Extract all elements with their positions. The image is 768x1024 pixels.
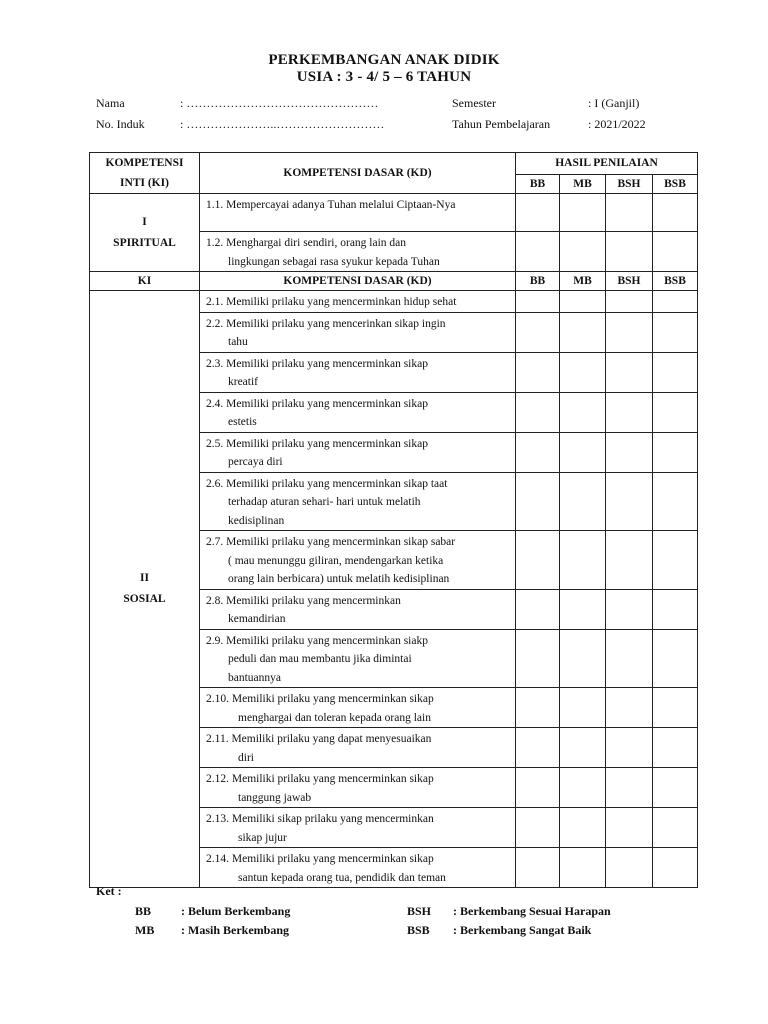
document-subtitle: USIA : 3 - 4/ 5 – 6 TAHUN xyxy=(296,69,472,85)
score-cell-mb[interactable] xyxy=(560,848,606,888)
score-cell-mb[interactable] xyxy=(560,352,606,392)
kd-first-line xyxy=(206,293,511,312)
subheader-col-bsb: BSB xyxy=(653,272,698,291)
kd-number: 2.4. xyxy=(206,397,224,410)
table-row xyxy=(90,194,698,232)
header-ki xyxy=(90,153,200,194)
score-cell-mb[interactable] xyxy=(560,432,606,472)
legend-code-mb: MB xyxy=(135,923,155,937)
kd-text: Memiliki prilaku yang mencerminkan sikap taat xyxy=(226,477,448,490)
kd-continued-line: percaya diri xyxy=(228,456,283,468)
kd-text: Menghargai diri sendiri, orang lain dan xyxy=(226,237,407,249)
kd-first-line xyxy=(206,770,511,789)
kd-first-line xyxy=(206,475,511,494)
kd-cell xyxy=(200,194,516,232)
kd-cell xyxy=(200,392,516,432)
kd-text: Memiliki prilaku yang mencerminkan sikap xyxy=(231,693,434,705)
kd-cell xyxy=(200,352,516,392)
tahun-value: : 2021/2022 xyxy=(588,117,646,131)
legend-code-bsh: BSH xyxy=(407,904,432,918)
score-cell-bsh[interactable] xyxy=(606,768,653,808)
score-cell-bb[interactable] xyxy=(516,808,560,848)
kd-cell xyxy=(200,848,516,888)
score-cell-mb[interactable] xyxy=(560,472,606,531)
score-cell-bb[interactable] xyxy=(516,848,560,888)
score-cell-mb[interactable] xyxy=(560,312,606,352)
score-cell-bsb[interactable] xyxy=(653,194,698,232)
score-cell-bsb[interactable] xyxy=(653,392,698,432)
kd-continued-line: orang lain berbicara) untuk melatih kedisiplinan xyxy=(228,573,450,585)
score-cell-bb[interactable] xyxy=(516,531,560,590)
kd-continued-line: terhadap aturan sehari- hari untuk melatih xyxy=(228,496,421,508)
score-cell-bsb[interactable] xyxy=(653,291,698,313)
subheader-col-bb: BB xyxy=(516,272,560,291)
subheader-kd: KOMPETENSI DASAR (KD) xyxy=(200,272,516,291)
score-cell-bsb[interactable] xyxy=(653,531,698,590)
score-cell-bb[interactable] xyxy=(516,629,560,688)
kd-number: 2.7. xyxy=(206,536,224,548)
kd-continued-line: menghargai dan toleran kepada orang lain xyxy=(238,711,431,724)
kd-continued-line: santun kepada orang tua, pendidik dan teman xyxy=(238,871,446,884)
kd-cell xyxy=(200,291,516,313)
score-cell-bb[interactable] xyxy=(516,291,560,313)
ki-sosial-number: II xyxy=(140,572,149,584)
legend-code-bb: BB xyxy=(135,904,152,918)
header-row xyxy=(90,153,698,175)
ki-sosial xyxy=(90,291,200,888)
header-ki-line1: KOMPETENSI xyxy=(105,157,184,169)
semester-label: Semester xyxy=(452,96,496,110)
score-cell-bsh[interactable] xyxy=(606,194,653,232)
kd-first-line xyxy=(206,315,511,334)
score-cell-mb[interactable] xyxy=(560,808,606,848)
score-cell-mb[interactable] xyxy=(560,629,606,688)
kd-cell xyxy=(200,432,516,472)
score-cell-bb[interactable] xyxy=(516,432,560,472)
kd-first-line xyxy=(206,355,511,374)
kd-first-line xyxy=(206,632,511,651)
score-cell-bsh[interactable] xyxy=(606,392,653,432)
kd-continued-line: sikap jujur xyxy=(238,831,287,844)
score-cell-bsh[interactable] xyxy=(606,589,653,629)
kd-continued-line: kemandirian xyxy=(228,613,286,625)
kd-text: Memiliki prilaku yang mencerminkan sikap sabar xyxy=(226,536,456,548)
kd-continued-line: kreatif xyxy=(228,376,259,388)
score-cell-bsb[interactable] xyxy=(653,629,698,688)
ket-label: Ket : xyxy=(96,884,122,898)
kd-number: 2.5. xyxy=(206,437,224,450)
score-cell-mb[interactable] xyxy=(560,392,606,432)
score-cell-bsh[interactable] xyxy=(606,808,653,848)
kd-number: 2.6. xyxy=(206,477,224,490)
header-col-bb: BB xyxy=(516,174,560,193)
subheader-col-mb: MB xyxy=(560,272,606,291)
score-cell-mb[interactable] xyxy=(560,232,606,272)
score-cell-bsh[interactable] xyxy=(606,688,653,728)
header-col-bsh: BSH xyxy=(606,174,653,193)
kd-continued-line: kedisiplinan xyxy=(228,514,285,527)
kd-number: 2.2. xyxy=(206,317,224,330)
score-cell-mb[interactable] xyxy=(560,688,606,728)
kd-first-line xyxy=(206,395,511,414)
score-cell-bsh[interactable] xyxy=(606,312,653,352)
header-ki-line2: INTI (KI) xyxy=(120,177,169,189)
score-cell-bb[interactable] xyxy=(516,728,560,768)
document-title: PERKEMBANGAN ANAK DIDIK xyxy=(268,52,500,68)
legend-code-bsb: BSB xyxy=(407,923,430,937)
kd-text: Memiliki prilaku yang mencerminkan hidup sehat xyxy=(226,296,457,308)
kd-cell xyxy=(200,232,516,272)
kd-number: 2.14. xyxy=(206,853,229,865)
ki-spiritual xyxy=(90,194,200,272)
subheader-col-bsh: BSH xyxy=(606,272,653,291)
kd-cell xyxy=(200,629,516,688)
kd-cell xyxy=(200,589,516,629)
score-cell-mb[interactable] xyxy=(560,531,606,590)
score-cell-bsh[interactable] xyxy=(606,531,653,590)
kd-first-line xyxy=(206,435,511,454)
kd-number: 2.8. xyxy=(206,594,224,607)
kd-continued-line: lingkungan sebagai rasa syukur kepada Tuhan xyxy=(228,255,440,268)
kd-continued-line: bantuannya xyxy=(228,671,282,684)
kd-text: Memiliki sikap prilaku yang mencerminkan xyxy=(231,813,434,825)
legend-desc-mb: : Masih Berkembang xyxy=(181,923,289,937)
legend-desc-bsh: : Berkembang Sesuai Harapan xyxy=(453,904,611,918)
kd-cell xyxy=(200,728,516,768)
kd-text: Memiliki prilaku yang mencerminkan sikap xyxy=(231,853,434,865)
score-cell-bsb[interactable] xyxy=(653,232,698,272)
score-cell-bsh[interactable] xyxy=(606,728,653,768)
score-cell-bb[interactable] xyxy=(516,232,560,272)
score-cell-bsb[interactable] xyxy=(653,312,698,352)
score-cell-bb[interactable] xyxy=(516,352,560,392)
header-kd: KOMPETENSI DASAR (KD) xyxy=(200,153,516,194)
legend-desc-bb: : Belum Berkembang xyxy=(181,904,291,918)
score-cell-mb[interactable] xyxy=(560,728,606,768)
subheader-row xyxy=(90,272,698,291)
score-cell-bb[interactable] xyxy=(516,688,560,728)
score-cell-bb[interactable] xyxy=(516,392,560,432)
induk-label: No. Induk xyxy=(96,117,145,131)
kd-number: 2.12. xyxy=(206,773,229,785)
table-row xyxy=(90,291,698,313)
kd-first-line xyxy=(206,730,511,749)
subheader-ki: KI xyxy=(90,272,200,291)
kd-number: 2.13. xyxy=(206,813,229,825)
kd-cell xyxy=(200,531,516,590)
kd-text: Memiliki prilaku yang mencerinkan sikap ingin xyxy=(226,317,446,330)
kd-continued-line: tahu xyxy=(228,336,248,348)
score-cell-bsb[interactable] xyxy=(653,728,698,768)
score-cell-bsb[interactable] xyxy=(653,589,698,629)
kd-text: Memiliki prilaku yang mencerminkan sikap xyxy=(226,437,428,450)
kd-text: Memiliki prilaku yang mencerminkan sikap xyxy=(226,397,428,410)
legend-desc-bsb: : Berkembang Sangat Baik xyxy=(453,923,592,937)
score-cell-bsb[interactable] xyxy=(653,472,698,531)
ki-spiritual-number: I xyxy=(142,215,147,228)
score-cell-bsh[interactable] xyxy=(606,352,653,392)
ki-spiritual-label: SPIRITUAL xyxy=(113,236,176,249)
score-cell-bsh[interactable] xyxy=(606,232,653,272)
kd-first-line xyxy=(206,810,511,829)
score-cell-bsh[interactable] xyxy=(606,472,653,531)
kd-number: 2.11. xyxy=(206,733,229,745)
score-cell-bsb[interactable] xyxy=(653,808,698,848)
kd-first-line xyxy=(206,850,511,869)
score-cell-bb[interactable] xyxy=(516,768,560,808)
kd-first-line xyxy=(206,690,511,709)
kd-continued-line: diri xyxy=(238,751,254,764)
kd-first-line xyxy=(206,533,511,552)
kd-cell xyxy=(200,808,516,848)
score-cell-bsh[interactable] xyxy=(606,432,653,472)
semester-value: : I (Ganjil) xyxy=(588,96,640,110)
kd-cell xyxy=(200,768,516,808)
kd-cell xyxy=(200,312,516,352)
kd-text: Memiliki prilaku yang mencerminkan xyxy=(226,594,401,607)
ki-sosial-label: SOSIAL xyxy=(123,593,166,605)
score-cell-mb[interactable] xyxy=(560,589,606,629)
kd-first-line xyxy=(206,592,511,611)
score-cell-bsb[interactable] xyxy=(653,768,698,808)
kd-number: 2.3. xyxy=(206,357,224,370)
header-hasil: HASIL PENILAIAN xyxy=(516,153,698,175)
kd-first-line xyxy=(206,234,511,253)
kd-number: 1.2. xyxy=(206,237,224,249)
score-cell-bsb[interactable] xyxy=(653,688,698,728)
header-col-mb: MB xyxy=(560,174,606,193)
kd-text: Memiliki prilaku yang mencerminkan siakp xyxy=(226,634,428,647)
score-cell-bsb[interactable] xyxy=(653,352,698,392)
kd-number: 1.1. xyxy=(206,199,224,211)
kd-number: 2.9. xyxy=(206,634,224,647)
kd-continued-line: peduli dan mau membantu jika dimintai xyxy=(228,653,412,665)
kd-number: 2.1. xyxy=(206,296,224,308)
tahun-label: Tahun Pembelajaran xyxy=(452,117,551,131)
score-cell-bsh[interactable] xyxy=(606,629,653,688)
score-cell-bsb[interactable] xyxy=(653,432,698,472)
score-cell-bsb[interactable] xyxy=(653,848,698,888)
kd-cell xyxy=(200,688,516,728)
assessment-table xyxy=(89,152,698,888)
kd-continued-line: estetis xyxy=(228,416,257,428)
kd-text: Memiliki prilaku yang mencerminkan sikap xyxy=(231,773,434,785)
nama-field[interactable]: : ………………………………………… xyxy=(180,96,379,110)
score-cell-mb[interactable] xyxy=(560,194,606,232)
kd-continued-line: ( mau menunggu giliran, mendengarkan ketika xyxy=(228,554,444,567)
score-cell-bb[interactable] xyxy=(516,472,560,531)
header-col-bsb: BSB xyxy=(653,174,698,193)
score-cell-bb[interactable] xyxy=(516,194,560,232)
kd-text: Memiliki prilaku yang dapat menyesuaikan xyxy=(231,733,432,745)
score-cell-bb[interactable] xyxy=(516,589,560,629)
score-cell-mb[interactable] xyxy=(560,291,606,313)
kd-continued-line: tanggung jawab xyxy=(238,791,312,804)
score-cell-bsh[interactable] xyxy=(606,291,653,313)
kd-text: Memiliki prilaku yang mencerminkan sikap xyxy=(226,357,428,370)
kd-text: Mempercayai adanya Tuhan melalui Ciptaan-Nya xyxy=(226,199,456,211)
kd-cell xyxy=(200,472,516,531)
score-cell-bb[interactable] xyxy=(516,312,560,352)
score-cell-bsh[interactable] xyxy=(606,848,653,888)
kd-number: 2.10. xyxy=(206,693,229,705)
score-cell-mb[interactable] xyxy=(560,768,606,808)
nama-label: Nama xyxy=(96,96,125,110)
kd-first-line xyxy=(206,196,511,215)
induk-field[interactable]: : …………………..……………………… xyxy=(180,117,385,131)
